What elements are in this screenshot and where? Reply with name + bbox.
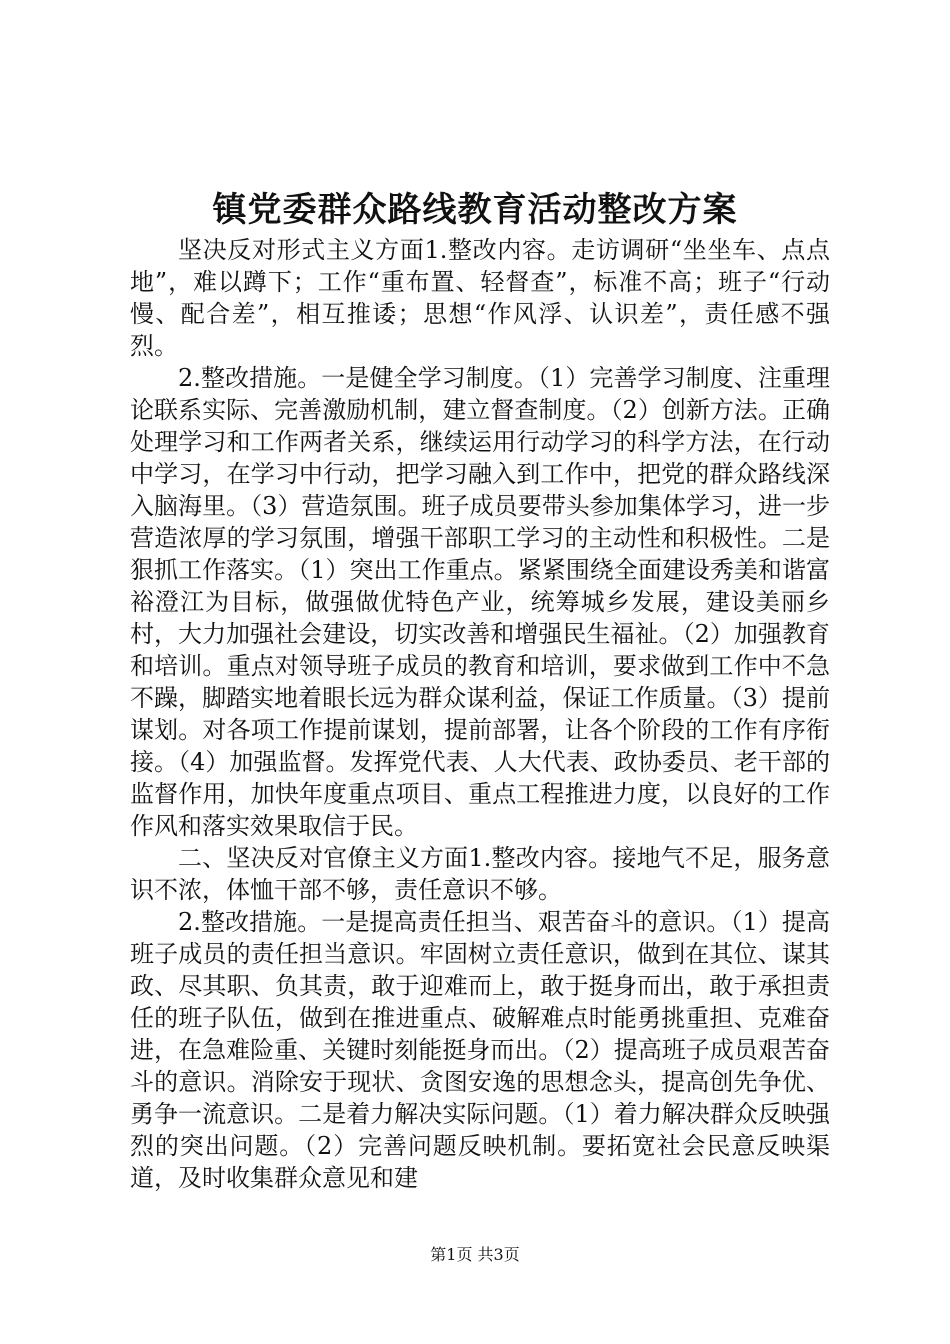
paragraph: 二、坚决反对官僚主义方面1.整改内容。接地气不足，服务意识不浓，体恤干部不够，责任意识不够。	[130, 844, 830, 904]
paragraph: 坚决反对形式主义方面1.整改内容。走访调研“坐坐车、点点地”，难以蹲下；工作“重布置、轻督查”，标准不高；班子“行动慢、配合差”，相互推诿；思想“作风浮、认识差”，责任感不强烈。	[130, 236, 830, 360]
paragraph: 2.整改措施。一是提高责任担当、艰苦奋斗的意识。（1）提高班子成员的责任担当意识。牢固树立责任意识，做到在其位、谋其政、尽其职、负其责，敢于迎难而上，敢于挺身而出，敢于承担责任的班子队伍，做到在推进重点、破解难点时能勇挑重担、克难奋进，在急难险重、关键时刻能挺身而出。（2）提高班子成员艰苦奋斗的意识。消除安于现状、贪图安逸的思想念头，提高创先争优、勇争一流意识。二是着力解决实际问题。（1）着力解决群众反映强烈的突出问题。（2）完善问题反映机制。要拓宽社会民意反映渠道，及时收集群众意见和建	[130, 908, 830, 1192]
page-number-footer: 第1页 共3页	[430, 1245, 520, 1264]
document-body	[130, 234, 830, 1194]
document-title: 镇党委群众路线教育活动整改方案	[212, 190, 738, 230]
paragraph: 2.整改措施。一是健全学习制度。（1）完善学习制度、注重理论联系实际、完善激励机制，建立督查制度。（2）创新方法。正确处理学习和工作两者关系，继续运用行动学习的科学方法，在行动中学习，在学习中行动，把学习融入到工作中，把党的群众路线深入脑海里。（3）营造氛围。班子成员要带头参加集体学习，进一步营造浓厚的学习氛围，增强干部职工学习的主动性和积极性。二是狠抓工作落实。（1）突出工作重点。紧紧围绕全面建设秀美和谐富裕澄江为目标，做强做优特色产业，统筹城乡发展，建设美丽乡村，大力加强社会建设，切实改善和增强民生福祉。（2）加强教育和培训。重点对领导班子成员的教育和培训，要求做到工作中不急不躁，脚踏实地着眼长远为群众谋利益，保证工作质量。（3）提前谋划。对各项工作提前谋划，提前部署，让各个阶段的工作有序衔接。（4）加强监督。发挥党代表、人大代表、政协委员、老干部的监督作用，加快年度重点项目、重点工程推进力度，以良好的工作作风和落实效果取信于民。	[130, 364, 830, 840]
